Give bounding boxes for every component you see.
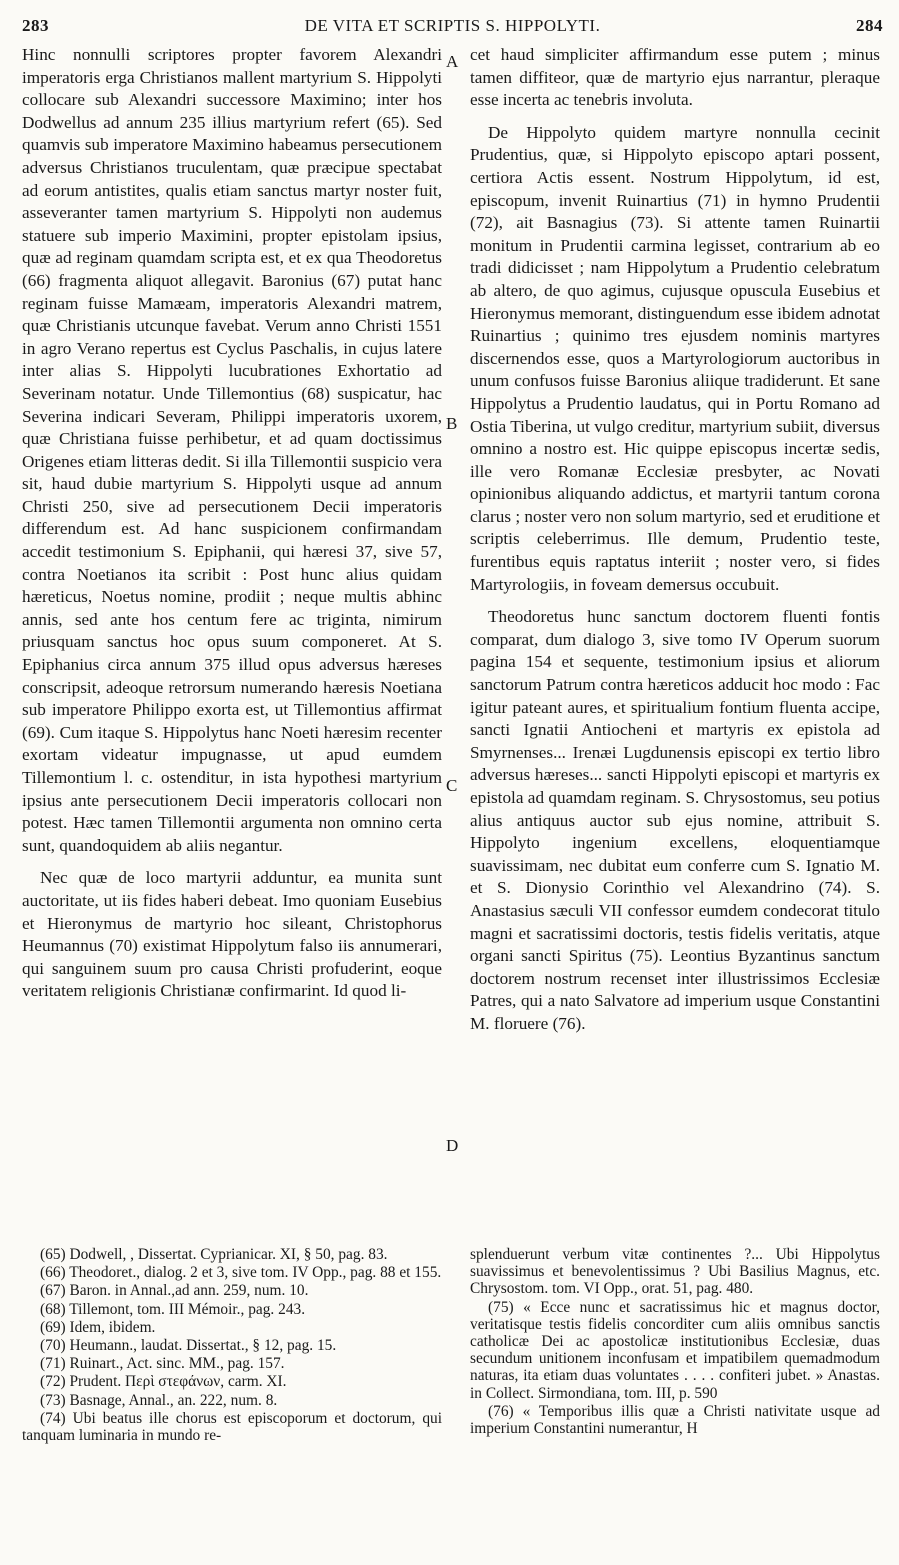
margin-marker-b: B — [446, 414, 458, 433]
paragraph: cet haud simpliciter affirmandum esse putem ; minus tamen diffiteor, quæ de martyrio ejus narrantur, pleraque esse incerta ac tenebris involuta. — [470, 45, 880, 110]
left-column — [22, 44, 442, 1003]
paragraph: De Hippolyto quidem martyre nonnulla cecinit Prudentius, quæ, si Hippolyto episcopo aptari possent, certiora Actis essent. Nostrum Hippolytum, id est, episcopum, invenit Ruinartius (71) in hymno Prudentii (72), ait Basnagius (73). Si attente tamen Ruinartii monitum in Prudentii carmina legisset, contrarium ab eo tradi didicisset ; nam Hippolytum a Prudentio celebratum ab altero, de quo agimus, cujusque opuscula Eusebius et Hieronymus memorant, distinguendum esse ibidem adnotat Ruinartius ; quinimo tres ejusdem nominis martyres discernendos esse, quos a Martyrologiorum auctoribus in unum confusos fuisse Baronius aliique tradiderunt. Et sane Hippolytus a Prudentio laudatus, qui in Portu Romano ad Ostia Tiberina, ut vulgo creditur, martyrium subiit, diversus omnino a nostro est. Hic quippe episcopus incertæ sedis, ille vero Romanæ Ecclesiæ presbyter, ac Novati opinionibus aliquando addictus, et martyrii tantum corona clarus ; noster vero non solum martyrio, sed et eruditione et scriptis celeberrimus. Ille demum, Prudentio teste, furentibus equis raptatus interiit ; noster vero, si fides Martyrologiis, in foveam demersus occubuit. — [470, 122, 881, 594]
footnote: (71) Ruinart., Act. sinc. MM., pag. 157. — [40, 1355, 285, 1373]
paragraph: Theodoretus hunc sanctum doctorem fluenti fontis comparat, dum dialogo 3, sive tomo IV Operum suorum pagina 154 et sequente, testimonium ipsius et aliorum sanctorum Patrum contra hæreticos adducit hoc modo : Fac igitur pateant aures, et spiritualium fontium fluenta accipe, sancti Ignatii Antiocheni et martyris ex epistola ad Smyrnenses... Irenæi Lugdunensis episcopi ex tertio libro adversus hæreses... sancti Hippolyti episcopi et martyris ex epistola ad quamdam reginam. S. Chrysostomus, seu potius alius antiquus auctor sub ejus nomine, attribuit S. Hippolyto ingenium excellens, eloquentiamque suavissimam, nec dubitat eum conferre cum S. Ignatio M. et S. Dionysio Corinthio vel Alexandrino (74). S. Anastasius sæculi VII confessor eumdem condecorat titulo magni et sacratissimi doctoris, testis fidelis veritatis, atque organi sancti Spiritus (75). Leontius Byzantinus sanctum doctorem nostrum recenset inter illustrissimos Ecclesiæ Patres, qui a nato Salvatore ad imperium usque Constantini M. floruere (76). — [470, 607, 880, 1033]
footnote: (72) Prudent. Περὶ στεφάνων, carm. XI. — [40, 1373, 287, 1391]
margin-marker-c: C — [446, 776, 458, 795]
footnote: (75) « Ecce nunc et sacratissimus hic et magnus doctor, veritatisque testis fidelis concorditer cum aliis omnibus sanctis catholicæ Dei ac apostolicæ institutionibus Ecclesiæ, duas secundum unitionem inconfusam et impatibilem quemadmodum naturas, ita etiam duas voluntates . . . . confiteri jubet. » Anastas. in Collect. Sirmondiana, tom. III, p. 590 — [470, 1298, 880, 1402]
footnote: (70) Heumann., laudat. Dissertat., § 12, pag. 15. — [40, 1337, 337, 1355]
footnote: (74) Ubi beatus ille chorus est episcoporum et doctorum, qui tanquam luminaria in mundo re- — [22, 1409, 442, 1445]
footnotes-right — [470, 1246, 880, 1438]
footnotes-left — [22, 1246, 442, 1445]
page-header — [22, 6, 883, 36]
right-column — [470, 44, 880, 1036]
footnote: (65) Dodwell, , Dissertat. Cyprianicar. XI, § 50, pag. 83. — [40, 1246, 388, 1263]
page-number-left: 283 — [22, 16, 49, 35]
footnote: (69) Idem, ibidem. — [40, 1318, 156, 1336]
footnote: (67) Baron. in Annal.,ad ann. 259, num. 10. — [40, 1282, 309, 1300]
footnote: (76) « Temporibus illis quæ a Christi nativitate usque ad imperium Constantini numerantur, H — [470, 1402, 880, 1438]
page-number-right: 284 — [856, 16, 883, 35]
paragraph: Hinc nonnulli scriptores propter favorem Alexandri imperatoris erga Christianos mallent martyrium S. Hippolyti collocare sub Alexandri successore Maximino; inter hos Dodwellus ad annum 235 illius martyrium refert (65). Sed quamvis sub imperatore Maximino habeamus persecutionem adversus Christianos truculentam, quæ præcipue spectabat ad eorum antistites, qualis etiam sanctus martyr noster fuit, asseveranter tamen martyrium S. Hippolyti non audemus statuere sub imperio Maximini, propter epistolam ipsius, quæ ad reginam quamdam scripta est, et ex qua Theodoretus (66) fragmenta aliquot allegavit. Baronius (67) putat hanc reginam fuisse Mamæam, imperatoris Alexandri matrem, quæ Christianis utcunque favebat. Verum anno Christi 1551 in agro Verano repertus est Cyclus Paschalis, in cujus latere inter alias S. Hippolyti lucubrationes Exhortatio ad Severinam notatur. Unde Tillemontius (68) suspicatur, hac Severina indicari Severam, Philippi imperatoris uxorem, quæ Christiana fuisse perhibetur, et ad quam doctissimus Origenes etiam litteras dedit. Si illa Tillemontii suspicio vera sit, haud dubie martyrium S. Hippolyti usque ad annum Christi 250, sive ad persecutionem Decii imperatoris differendum est. Ad hanc suspicionem confirmandam accedit testimonium S. Epiphanii, qui hæresi 37, sive 57, contra Noetianos ita scribit : Post hunc alius quidam hæreticus, Noetus nomine, prodiit ; neque multis abhinc annis, sed ante hos centum fere ac triginta, nimirum priusquam sanctus hoc opus suum componeret. At S. Epiphanius circa annum 375 illud opus adversus hæreses conscripsit, adeoque retrorsum numerando hæresis Noetiana sub imperatore Philippo exorta est, ut Tillemontius affirmat (69). Cum itaque S. Hippolytus hanc Noeti hæresim recenter exortam videatur impugnasse, ut apud eumdem Tillemontium l. c. ostenditur, in ista hypothesi martyrium ipsius ante persecutionem Decii imperatoris collocari non potest. Hæc tamen Tillemontii argumenta non omnino certa sunt, quandoquidem ab aliis negantur. — [22, 45, 442, 855]
footnote: splenduerunt verbum vitæ continentes ?... Ubi Hippolytus suavissimus et benevolentissimus ? Ubi Basilius Magnus, etc. Chrysostom. tom. VI Opp., orat. 51, pag. 480. — [470, 1246, 880, 1298]
margin-marker-d: D — [446, 1136, 459, 1155]
paragraph: Nec quæ de loco martyrii adduntur, ea munita sunt auctoritate, ut iis fides haberi debeat. Imo quoniam Eusebius et Hieronymus de martyrio hoc sileant, Christophorus Heumannus (70) existimat Hippolytum falso iis annumerari, qui sanguinem suum pro causa Christi profuderint, eoque veritatem religionis Christianæ confirmarint. Id quod li- — [22, 868, 442, 1001]
running-title: DE VITA ET SCRIPTIS S. HIPPOLYTI. — [304, 16, 601, 35]
footnote: (68) Tillemont, tom. III Mémoir., pag. 243. — [40, 1300, 306, 1318]
footnote: (66) Theodoret., dialog. 2 et 3, sive tom. IV Opp., pag. 88 et 155. — [40, 1264, 442, 1282]
margin-marker-a: A — [446, 52, 459, 71]
footnote: (73) Basnage, Annal., an. 222, num. 8. — [40, 1391, 278, 1409]
